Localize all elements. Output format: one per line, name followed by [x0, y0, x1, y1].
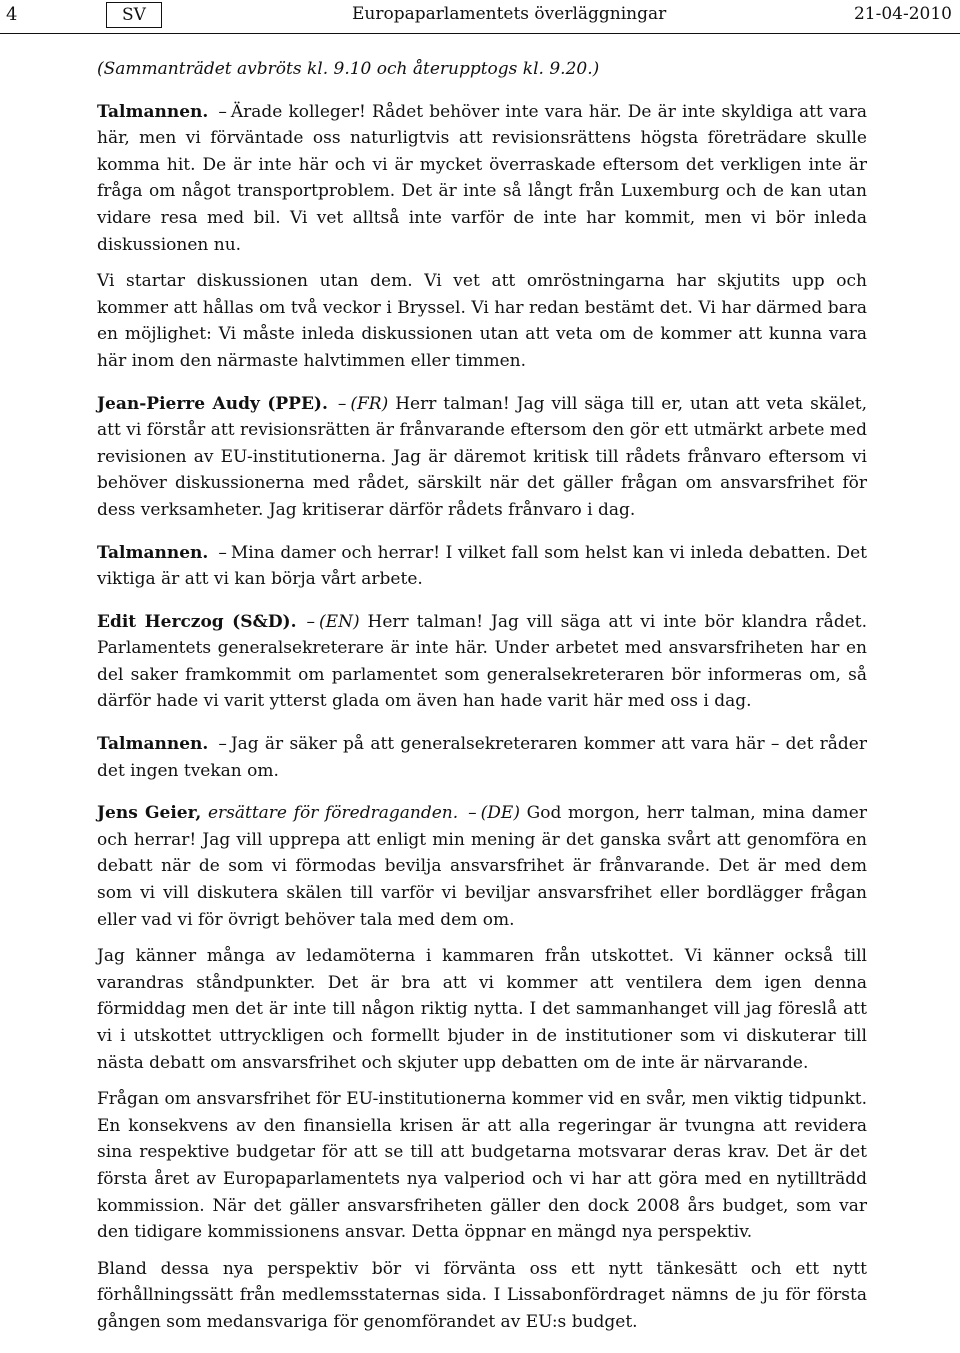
dash: –: [218, 734, 227, 755]
speaker-name: Jean-Pierre Audy (PPE).: [97, 393, 328, 414]
speech-text: Ärade kolleger! Rådet behöver inte vara här. De är inte skyldiga att vara här, men vi förväntade oss naturligtvis att revisionsrättens högsta företrädare skulle komma hit. De är inte här och vi är mycket överraskade eftersom det verkligen inte är fråga om något transportproblem. Det är inte så långt från Luxemburg och de kan utan vidare resa med bil. Vi vet alltså inte varför de inte har kommit, men vi bör inleda diskussionen nu.: [97, 101, 867, 255]
document-title: Europaparlamentets överläggningar: [352, 4, 667, 24]
paragraph-president-2: [97, 540, 867, 593]
speaker-name: Talmannen.: [97, 734, 209, 755]
page-number: 4: [6, 4, 18, 25]
session-note: (Sammanträdet avbröts kl. 9.10 och återupptogs kl. 9.20.): [97, 59, 600, 79]
paragraph-geier: [97, 800, 867, 933]
dash: –: [306, 611, 316, 632]
document-body: [97, 56, 867, 1352]
language-tag: (FR): [350, 393, 389, 414]
dash: –: [218, 542, 227, 563]
paragraph-geier-4: Bland dessa nya perspektiv bör vi förvänta oss ett nytt tänkesätt och ett nytt förhållningssätt från medlemsstaternas sida. I Lissabonfördraget nämns de ju för första gången som medansvariga för genomförandet av EU:s budget.: [97, 1258, 867, 1332]
speech-text: Mina damer och herrar! I vilket fall som helst kan vi inleda debatten. Det viktiga är att vi kan börja vårt arbete.: [97, 542, 867, 590]
speaker-name: Edit Herczog (S&D).: [97, 611, 297, 632]
speaker-name: Jens Geier,: [97, 803, 202, 824]
paragraph-herczog: [97, 609, 867, 715]
language-badge: SV: [106, 2, 162, 28]
speech-text: God morgon, herr talman, mina damer och herrar! Jag vill upprepa att enligt min mening är det ganska svårt att genomföra en debatt när de som vi förmodas bevilja ansvarsfrihet är frånvarande. Det är med dem som vi vill diskutera skälen till varför vi beviljar ansvarsfrihet eller bordlägger frågan eller vad vi för övrigt behöver tala med dem om.: [97, 803, 867, 930]
page-header: [0, 0, 960, 34]
language-tag: (EN): [319, 611, 360, 632]
paragraph-president-1: [97, 99, 867, 259]
speaker-role: ersättare för föredraganden.: [207, 803, 459, 824]
paragraph-president-1b: Vi startar diskussionen utan dem. Vi vet att omröstningarna har skjutits upp och kommer att hållas om två veckor i Bryssel. Vi har redan bestämt det. Vi har därmed bara en möjlighet: Vi måste inleda diskussionen utan att veta om de kommer att kunna vara här inom den närmaste halvtimmen eller timmen.: [97, 271, 867, 371]
speech-text: Jag är säker på att generalsekreteraren kommer att vara här – det råder det ingen tvekan om.: [97, 734, 867, 781]
dash: –: [468, 803, 477, 824]
speaker-name: Talmannen.: [97, 542, 209, 563]
paragraph-geier-3: Frågan om ansvarsfrihet för EU-institutionerna kommer vid en svår, men viktig tidpunkt. En konsekvens av den finansiella krisen är att alla regeringar är tvungna att revidera sina respektive budgetar för att se till att budgetarna motsvarar deras krav. Det är det första året av Europaparlamentets nya valperiod och vi har att göra med en nytillträdd kommission. När det gäller ansvarsfriheten gäller den dock 2008 års budget, som var den tidigare kommissionens ansvar. Detta öppnar en mängd nya perspektiv.: [97, 1089, 867, 1243]
language-tag: (DE): [480, 803, 520, 824]
dash: –: [218, 101, 227, 122]
paragraph-president-3: [97, 731, 867, 784]
paragraph-geier-2: Jag känner många av ledamöterna i kammaren från utskottet. Vi känner också till varandras ståndpunkter. Det är bra att vi kommer att ventilera dem igen denna förmiddag men det är inte till någon riktig nytta. I det sammanhanget vill jag föreslå att vi i utskottet uttryckligen och formellt bjuder in de institutioner som vi diskuterar till nästa debatt om ansvarsfrihet och skjuter upp debatten om de inte är närvarande.: [97, 946, 867, 1073]
header-divider: [0, 33, 960, 34]
document-date: 21-04-2010: [853, 4, 952, 24]
speaker-name: Talmannen.: [97, 101, 209, 122]
paragraph-audy: [97, 391, 867, 524]
speech-text: Herr talman! Jag vill säga att vi inte bör klandra rådet. Parlamentets generalsekreterare är inte här. Under arbetet med ansvarsfriheten har en del saker framkommit om parlamentet som generalsekreteraren bör informeras om, så därför hade vi varit ytterst glada om även han hade varit här med oss i dag.: [97, 611, 867, 712]
speech-text: Herr talman! Jag vill säga till er, utan att veta skälet, att vi förstår att revisionsrätten är frånvarande eftersom den gör ett utmärkt arbete med revisionen av EU-institutionerna. Jag är däremot kritisk till rådets frånvaro eftersom vi behöver diskussionerna med rådet, särskilt när det gäller frågan om ansvarsfrihet för dess verksamheter. Jag kritiserar därför rådets frånvaro i dag.: [97, 393, 868, 520]
dash: –: [337, 393, 347, 414]
